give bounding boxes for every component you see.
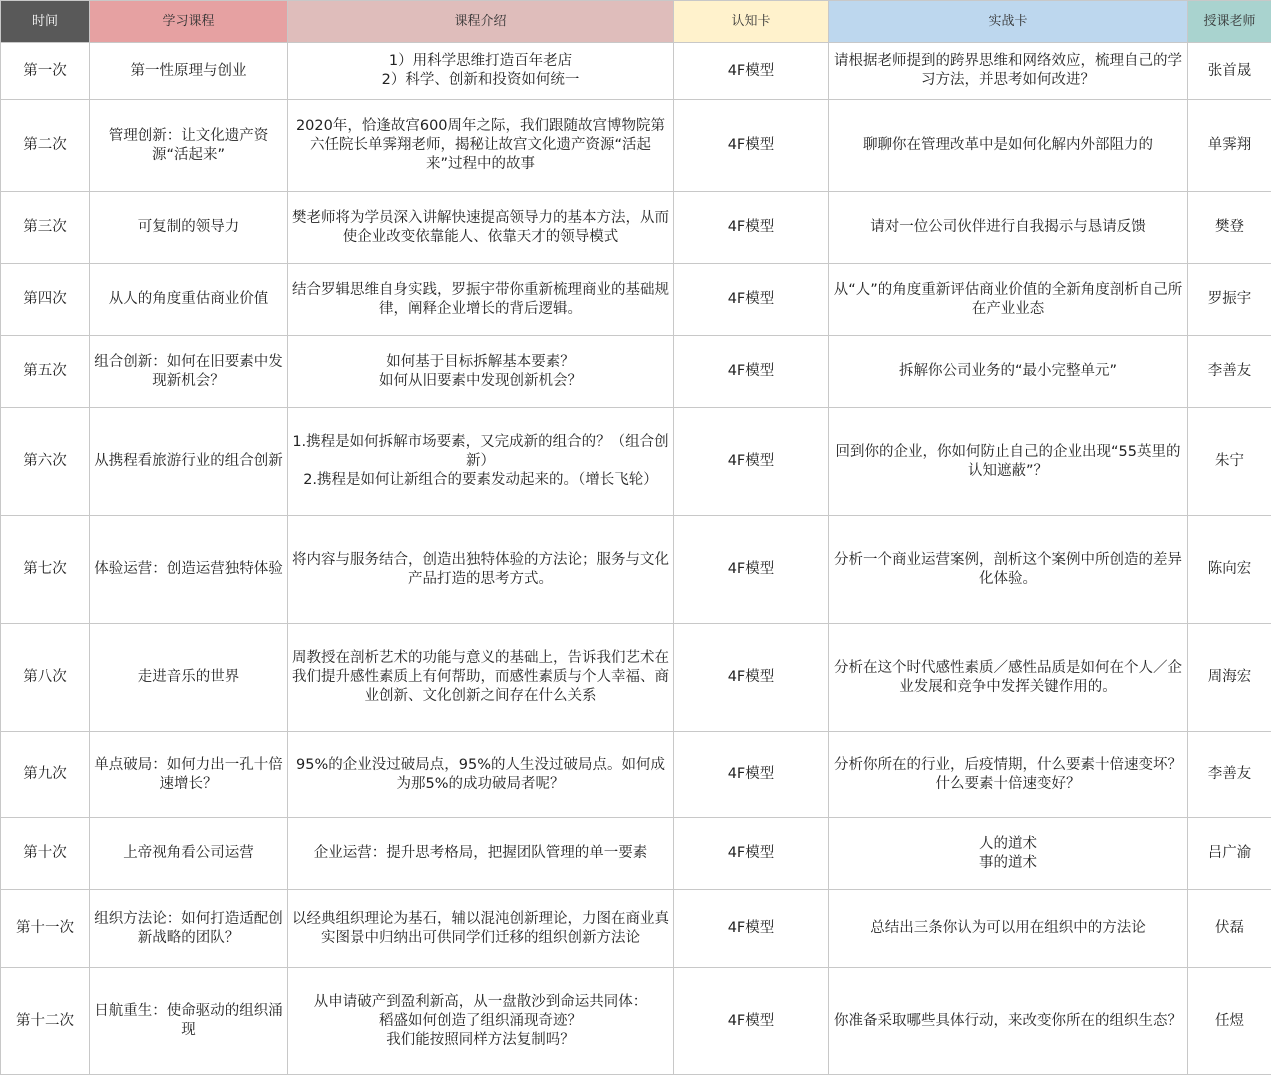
cell-teacher: 任煜 [1188, 968, 1271, 1075]
cell-intro: 从申请破产到盈利新高，从一盘散沙到命运共同体： 稻盛如何创造了组织涌现奇迹？ 我们能按照同样方法复制吗？ [288, 968, 674, 1075]
cell-practice: 分析你所在的行业，后疫情期，什么要素十倍速变坏？什么要素十倍速变好？ [829, 732, 1188, 818]
cell-course: 走进音乐的世界 [90, 624, 288, 732]
cell-cognition-card: 4F模型 [674, 624, 829, 732]
table-row [1, 818, 1271, 890]
cell-practice: 从“人”的角度重新评估商业价值的全新角度剖析自己所在产业业态 [829, 264, 1188, 336]
cell-intro: 95%的企业没过破局点，95%的人生没过破局点。如何成为那5%的成功破局者呢？ [288, 732, 674, 818]
table-row [1, 968, 1271, 1075]
cell-teacher: 罗振宇 [1188, 264, 1271, 336]
cell-practice: 分析一个商业运营案例，剖析这个案例中所创造的差异化体验。 [829, 516, 1188, 624]
cell-cognition-card: 4F模型 [674, 890, 829, 968]
table-row [1, 516, 1271, 624]
cell-teacher: 陈向宏 [1188, 516, 1271, 624]
cell-teacher: 李善友 [1188, 336, 1271, 408]
cell-intro: 1.携程是如何拆解市场要素，又完成新的组合的？（组合创新） 2.携程是如何让新组合的要素发动起来的。（增长飞轮） [288, 408, 674, 516]
cell-intro: 樊老师将为学员深入讲解快速提高领导力的基本方法，从而使企业改变依靠能人、依靠天才的领导模式 [288, 192, 674, 264]
cell-intro: 结合罗辑思维自身实践，罗振宇带你重新梳理商业的基础规律，阐释企业增长的背后逻辑。 [288, 264, 674, 336]
cell-cognition-card: 4F模型 [674, 264, 829, 336]
cell-practice: 请根据老师提到的跨界思维和网络效应，梳理自己的学习方法，并思考如何改进？ [829, 43, 1188, 100]
cell-intro: 周教授在剖析艺术的功能与意义的基础上，告诉我们艺术在我们提升感性素质上有何帮助，而感性素质与个人幸福、商业创新、文化创新之间存在什么关系 [288, 624, 674, 732]
header-time: 时间 [1, 1, 90, 43]
header-course: 学习课程 [90, 1, 288, 43]
cell-practice: 人的道术 事的道术 [829, 818, 1188, 890]
cell-teacher: 朱宁 [1188, 408, 1271, 516]
table-row [1, 624, 1271, 732]
table-row [1, 732, 1271, 818]
cell-time: 第十二次 [1, 968, 90, 1075]
table-row [1, 336, 1271, 408]
cell-practice: 你准备采取哪些具体行动，来改变你所在的组织生态？ [829, 968, 1188, 1075]
cell-teacher: 伏磊 [1188, 890, 1271, 968]
cell-practice: 回到你的企业，你如何防止自己的企业出现“55英里的认知遮蔽”？ [829, 408, 1188, 516]
cell-intro: 1）用科学思维打造百年老店 2）科学、创新和投资如何统一 [288, 43, 674, 100]
header-practice-card: 实战卡 [829, 1, 1188, 43]
cell-course: 单点破局：如何力出一孔十倍速增长？ [90, 732, 288, 818]
table-row [1, 192, 1271, 264]
cell-course: 组合创新：如何在旧要素中发现新机会？ [90, 336, 288, 408]
cell-time: 第五次 [1, 336, 90, 408]
table-row [1, 890, 1271, 968]
header-teacher: 授课老师 [1188, 1, 1271, 43]
cell-intro: 以经典组织理论为基石，辅以混沌创新理论，力图在商业真实图景中归纳出可供同学们迁移的组织创新方法论 [288, 890, 674, 968]
cell-practice: 请对一位公司伙伴进行自我揭示与恳请反馈 [829, 192, 1188, 264]
cell-time: 第七次 [1, 516, 90, 624]
cell-course: 日航重生：使命驱动的组织涌现 [90, 968, 288, 1075]
cell-time: 第六次 [1, 408, 90, 516]
cell-cognition-card: 4F模型 [674, 968, 829, 1075]
cell-intro: 企业运营：提升思考格局，把握团队管理的单一要素 [288, 818, 674, 890]
cell-cognition-card: 4F模型 [674, 192, 829, 264]
header-intro: 课程介绍 [288, 1, 674, 43]
cell-time: 第三次 [1, 192, 90, 264]
cell-teacher: 吕广渝 [1188, 818, 1271, 890]
cell-cognition-card: 4F模型 [674, 408, 829, 516]
cell-cognition-card: 4F模型 [674, 516, 829, 624]
cell-practice: 拆解你公司业务的“最小完整单元” [829, 336, 1188, 408]
cell-cognition-card: 4F模型 [674, 818, 829, 890]
cell-teacher: 周海宏 [1188, 624, 1271, 732]
cell-cognition-card: 4F模型 [674, 732, 829, 818]
cell-practice: 聊聊你在管理改革中是如何化解内外部阻力的 [829, 100, 1188, 192]
cell-time: 第二次 [1, 100, 90, 192]
table-row [1, 43, 1271, 100]
cell-teacher: 樊登 [1188, 192, 1271, 264]
table-row [1, 408, 1271, 516]
cell-course: 体验运营：创造运营独特体验 [90, 516, 288, 624]
table-row [1, 264, 1271, 336]
cell-teacher: 单霁翔 [1188, 100, 1271, 192]
cell-course: 上帝视角看公司运营 [90, 818, 288, 890]
cell-practice: 总结出三条你认为可以用在组织中的方法论 [829, 890, 1188, 968]
cell-time: 第十一次 [1, 890, 90, 968]
cell-course: 从携程看旅游行业的组合创新 [90, 408, 288, 516]
cell-cognition-card: 4F模型 [674, 100, 829, 192]
cell-cognition-card: 4F模型 [674, 336, 829, 408]
cell-time: 第九次 [1, 732, 90, 818]
cell-intro: 如何基于目标拆解基本要素？ 如何从旧要素中发现创新机会？ [288, 336, 674, 408]
header-row [1, 1, 1271, 43]
cell-course: 管理创新：让文化遗产资源“活起来” [90, 100, 288, 192]
cell-course: 第一性原理与创业 [90, 43, 288, 100]
cell-time: 第一次 [1, 43, 90, 100]
table-body [1, 43, 1271, 1075]
cell-course: 从人的角度重估商业价值 [90, 264, 288, 336]
cell-course: 可复制的领导力 [90, 192, 288, 264]
header-cognition-card: 认知卡 [674, 1, 829, 43]
cell-time: 第十次 [1, 818, 90, 890]
table-row [1, 100, 1271, 192]
cell-practice: 分析在这个时代感性素质／感性品质是如何在个人／企业发展和竞争中发挥关键作用的。 [829, 624, 1188, 732]
cell-intro: 将内容与服务结合，创造出独特体验的方法论；服务与文化产品打造的思考方式。 [288, 516, 674, 624]
cell-cognition-card: 4F模型 [674, 43, 829, 100]
cell-time: 第八次 [1, 624, 90, 732]
cell-teacher: 李善友 [1188, 732, 1271, 818]
cell-time: 第四次 [1, 264, 90, 336]
cell-intro: 2020年，恰逢故宫600周年之际，我们跟随故宫博物院第六任院长单霁翔老师，揭秘让故宫文化遗产资源“活起来”过程中的故事 [288, 100, 674, 192]
cell-course: 组织方法论：如何打造适配创新战略的团队？ [90, 890, 288, 968]
cell-teacher: 张首晟 [1188, 43, 1271, 100]
